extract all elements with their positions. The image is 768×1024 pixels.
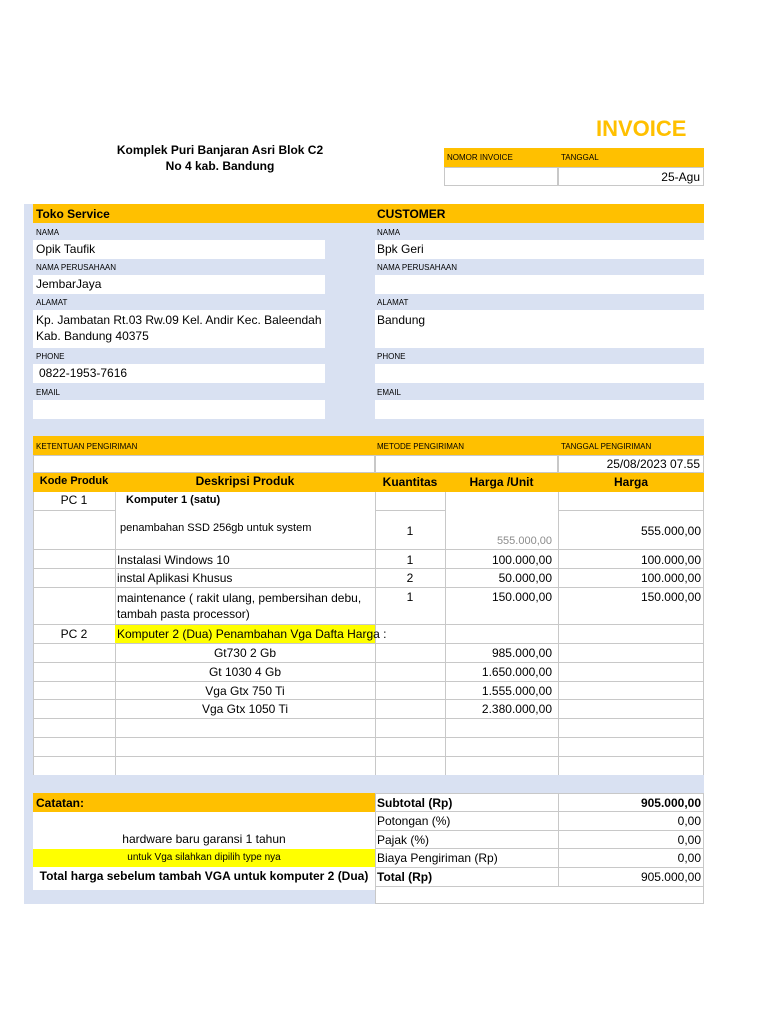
notes-line3: Total harga sebelum tambah VGA untuk komputer 2 (Dua) xyxy=(39,869,369,883)
invoice-date-field[interactable]: 25-Agu xyxy=(558,167,704,186)
seller-address-line1: Kp. Jambatan Rt.03 Rw.09 Kel. Andir Kec. Baleendah xyxy=(36,313,322,327)
seller-name-field[interactable]: Opik Taufik xyxy=(33,240,325,259)
notes-line2: untuk Vga silahkan dipilih type nya xyxy=(127,852,281,863)
customer-address-field[interactable]: Bandung xyxy=(375,310,704,348)
col-header-price: Harga xyxy=(613,475,648,489)
seller-address-line2: Kab. Bandung 40375 xyxy=(36,329,149,343)
notes-line1: hardware baru garansi 1 tahun xyxy=(122,832,286,846)
seller-company-label: NAMA PERUSAHAAN xyxy=(36,263,117,272)
pc1-code: PC 1 xyxy=(60,493,88,507)
total-label: Total (Rp) xyxy=(377,870,433,884)
customer-company-field[interactable] xyxy=(375,275,704,294)
seller-address-label: ALAMAT xyxy=(36,298,68,307)
shipping-terms-field[interactable] xyxy=(33,455,375,473)
vga1-desc: Gt730 2 Gb xyxy=(213,646,277,660)
maintenance-qty: 1 xyxy=(406,590,414,604)
win-desc: Instalasi Windows 10 xyxy=(117,553,230,567)
ssd-desc: penambahan SSD 256gb untuk system xyxy=(120,522,312,534)
company-address-line2: No 4 kab. Bandung xyxy=(165,159,275,173)
shipping-terms-label: KETENTUAN PENGIRIMAN xyxy=(36,442,138,451)
company-address-line1: Komplek Puri Banjaran Asri Blok C2 xyxy=(116,143,324,157)
col-header-qty: Kuantitas xyxy=(382,475,438,489)
customer-phone-field[interactable] xyxy=(375,364,704,383)
discount-value[interactable]: 0,00 xyxy=(677,814,701,828)
shipping-method-field[interactable] xyxy=(375,455,558,473)
app-desc: instal Aplikasi Khusus xyxy=(117,571,233,585)
notes-header-bar xyxy=(33,793,375,812)
shipping-method-label: METODE PENGIRIMAN xyxy=(377,442,464,451)
win-unit: 100.000,00 xyxy=(491,553,552,567)
invoice-number-label: NOMOR INVOICE xyxy=(447,153,513,162)
shipping-cost-value[interactable]: 0,00 xyxy=(677,851,701,865)
total-value: 905.000,00 xyxy=(640,870,701,884)
app-price: 100.000,00 xyxy=(640,571,701,585)
subtotal-label: Subtotal (Rp) xyxy=(377,796,453,810)
shipping-cost-label: Biaya Pengiriman (Rp) xyxy=(377,851,498,865)
seller-company-field[interactable]: JembarJaya xyxy=(33,275,325,294)
shipping-date-field[interactable]: 25/08/2023 07.55 xyxy=(558,455,704,473)
customer-address-label: ALAMAT xyxy=(377,298,409,307)
customer-name-label: NAMA xyxy=(377,228,401,237)
maintenance-price: 150.000,00 xyxy=(640,590,701,604)
date-label: TANGGAL xyxy=(561,153,599,162)
seller-email-field[interactable] xyxy=(33,400,325,419)
seller-name-label: NAMA xyxy=(36,228,60,237)
customer-name-field[interactable]: Bpk Geri xyxy=(375,240,704,259)
notes-heading: Catatan: xyxy=(36,796,85,810)
customer-company-label: NAMA PERUSAHAAN xyxy=(377,263,458,272)
win-price: 100.000,00 xyxy=(640,553,701,567)
col-header-code: Kode Produk xyxy=(39,475,109,487)
app-unit: 50.000,00 xyxy=(498,571,552,585)
vga4-desc: Vga Gtx 1050 Ti xyxy=(201,702,289,716)
vga3-desc: Vga Gtx 750 Ti xyxy=(205,684,285,698)
shipping-date-label: TANGGAL PENGIRIMAN xyxy=(561,442,652,451)
tax-label: Pajak (%) xyxy=(377,833,430,847)
customer-phone-label: PHONE xyxy=(377,352,406,361)
discount-label: Potongan (%) xyxy=(377,814,451,828)
tax-value[interactable]: 0,00 xyxy=(677,833,701,847)
customer-email-field[interactable] xyxy=(375,400,704,419)
maintenance-unit: 150.000,00 xyxy=(491,590,552,604)
party-header-bar xyxy=(33,204,704,223)
invoice-number-field[interactable] xyxy=(444,167,558,186)
subtotal-value: 905.000,00 xyxy=(640,796,701,810)
maintenance-desc-line1: maintenance ( rakit ulang, pembersihan debu, xyxy=(117,591,362,605)
pc2-title: Komputer 2 (Dua) Penambahan Vga Dafta Harga : xyxy=(117,627,387,641)
maintenance-desc-line2: tambah pasta processor) xyxy=(117,607,250,621)
pc1-title: Komputer 1 (satu) xyxy=(126,494,221,506)
col-header-desc: Deskripsi Produk xyxy=(195,474,295,488)
seller-heading: Toko Service xyxy=(36,207,110,221)
vga3-unit: 1.555.000,00 xyxy=(481,684,552,698)
seller-phone-label: PHONE xyxy=(36,352,65,361)
app-qty: 2 xyxy=(406,571,414,585)
seller-phone-field[interactable]: 0822-1953-7616 xyxy=(33,364,325,383)
vga2-desc: Gt 1030 4 Gb xyxy=(208,665,282,679)
invoice-title: INVOICE xyxy=(596,116,687,141)
vga4-unit: 2.380.000,00 xyxy=(481,702,552,716)
seller-email-label: EMAIL xyxy=(36,388,61,397)
vga1-unit: 985.000,00 xyxy=(491,646,552,660)
customer-email-label: EMAIL xyxy=(377,388,402,397)
col-header-unit: Harga /Unit xyxy=(469,475,534,489)
pc2-code: PC 2 xyxy=(60,627,88,641)
win-qty: 1 xyxy=(406,553,414,567)
customer-heading: CUSTOMER xyxy=(377,207,446,221)
ssd-price: 555.000,00 xyxy=(640,524,701,538)
ssd-qty: 1 xyxy=(406,524,414,538)
ssd-unit: 555.000,00 xyxy=(496,535,552,547)
vga2-unit: 1.650.000,00 xyxy=(481,665,552,679)
